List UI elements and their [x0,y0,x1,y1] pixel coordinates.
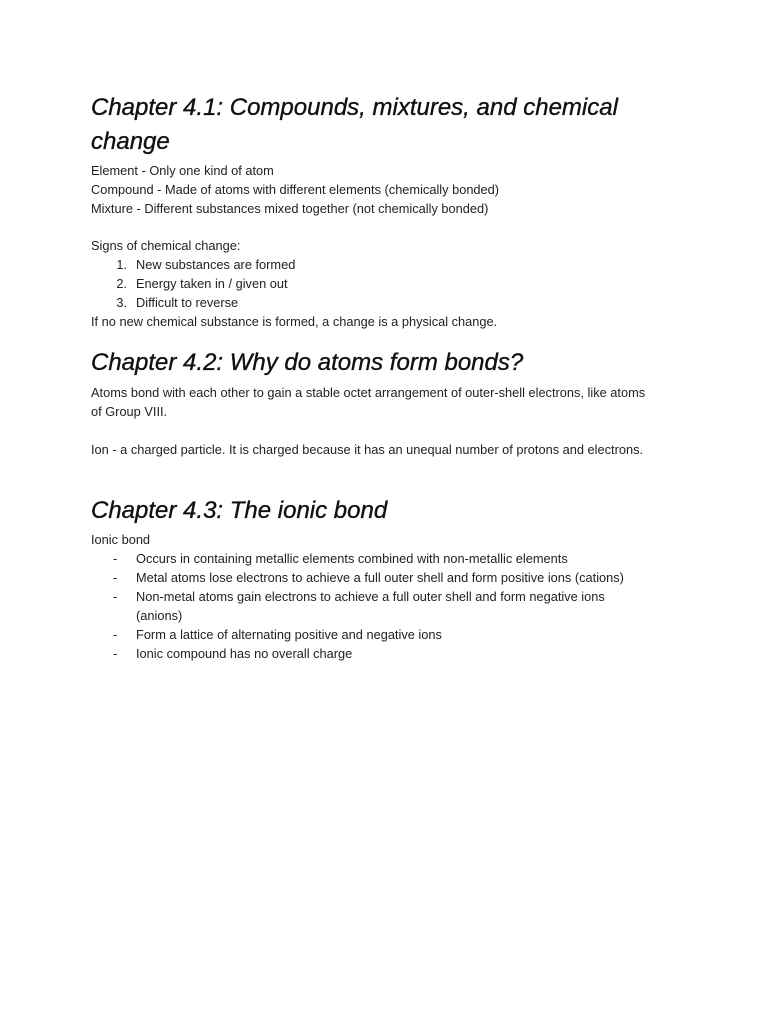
list-item [91,549,651,568]
list-item [91,644,651,663]
list-item [91,625,651,644]
chapter-4-1-heading: Chapter 4.1: Compounds, mixtures, and chemical change [91,94,618,155]
list-number: 1. [116,257,127,272]
list-dash: - [113,646,118,661]
list-item [91,293,651,312]
chapter-4-3-heading: Chapter 4.3: The ionic bond [91,497,388,524]
list-item [91,274,651,293]
list-item-text: Energy taken in / given out [136,276,288,291]
list-item-text: Non-metal atoms gain electrons to achieve a full outer shell and form negative ions (anions) [136,589,605,623]
chapter-4-2-heading: Chapter 4.2: Why do atoms form bonds? [91,349,524,376]
ion-definition-paragraph: Ion - a charged particle. It is charged because it has an unequal number of protons and electrons. [91,442,644,457]
list-dash: - [113,570,118,585]
ionic-bond-list [91,549,651,663]
list-item-text: Occurs in containing metallic elements combined with non-metallic elements [136,551,568,566]
list-number: 3. [116,295,127,310]
signs-list [91,255,651,312]
list-item-text: Ionic compound has no overall charge [136,646,353,661]
ionic-bond-intro: Ionic bond [91,532,151,547]
list-dash: - [113,589,118,604]
list-item-text: New substances are formed [136,257,296,272]
list-item [91,587,651,625]
list-item-text: Metal atoms lose electrons to achieve a full outer shell and form positive ions (cations) [136,570,624,585]
list-item [91,568,651,587]
definition-compound: Compound - Made of atoms with different elements (chemically bonded) [91,182,500,197]
atoms-bond-paragraph: Atoms bond with each other to gain a stable octet arrangement of outer-shell electrons, like atoms of Group VIII. [91,385,646,419]
list-number: 2. [116,276,127,291]
definition-mixture: Mixture - Different substances mixed together (not chemically bonded) [91,201,489,216]
list-item [91,255,651,274]
physical-change-note: If no new chemical substance is formed, a change is a physical change. [91,314,498,329]
list-dash: - [113,627,118,642]
definition-element: Element - Only one kind of atom [91,163,274,178]
list-dash: - [113,551,118,566]
list-item-text: Difficult to reverse [136,295,239,310]
signs-intro: Signs of chemical change: [91,238,241,253]
list-item-text: Form a lattice of alternating positive and negative ions [136,627,442,642]
